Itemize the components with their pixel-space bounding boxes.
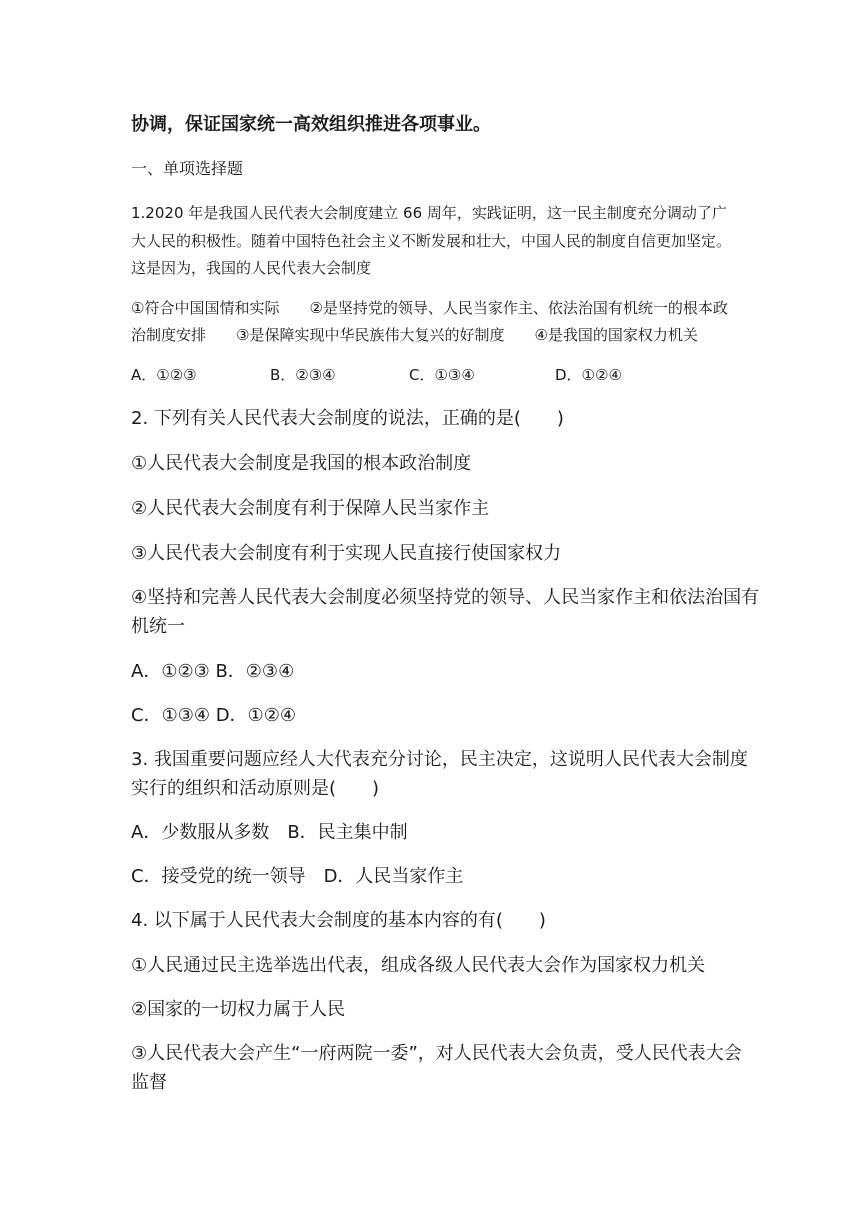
q2-statement-4-line-2: 机统一 xyxy=(131,616,185,637)
q3-stem-line-1: 3. 我国重要问题应经人大代表充分讨论，民主决定，这说明人民代表大会制度 xyxy=(131,749,748,770)
section-title: 一、单项选择题 xyxy=(131,159,244,178)
intro-line: 协调，保证国家统一高效组织推进各项事业。 xyxy=(131,114,491,135)
q1-statements-line-2: 治制度安排 ③是保障实现中华民族伟大复兴的好制度 ④是我国的国家权力机关 xyxy=(131,326,698,344)
q3-options-line-2: C．接受党的统一领导 D．人民当家作主 xyxy=(131,866,464,887)
q4-statement-1: ①人民通过民主选举选出代表，组成各级人民代表大会作为国家权力机关 xyxy=(131,955,706,976)
q1-statements-line-1: ①符合中国国情和实际 ②是坚持党的领导、人民当家作主、依法治国有机统一的根本政 xyxy=(131,299,728,317)
q3-options-line-1: A．少数服从多数 B．民主集中制 xyxy=(131,822,408,843)
q1-stem-line-2: 大人民的积极性。随着中国特色社会主义不断发展和壮大，中国人民的制度自信更加坚定。 xyxy=(131,232,732,250)
q2-statement-3: ③人民代表大会制度有利于实现人民直接行使国家权力 xyxy=(131,543,562,564)
q3-stem-line-2: 实行的组织和活动原则是( ) xyxy=(131,778,380,799)
q2-statement-2: ②人民代表大会制度有利于保障人民当家作主 xyxy=(131,498,490,519)
q2-statement-4-line-1: ④坚持和完善人民代表大会制度必须坚持党的领导、人民当家作主和依法治国有 xyxy=(131,587,760,608)
q4-statement-3-line-1: ③人民代表大会产生“一府两院一委”，对人民代表大会负责，受人民代表大会 xyxy=(131,1043,742,1064)
q1-option-d: D．①②④ xyxy=(555,366,622,384)
q1-stem-line-1: 1.2020 年是我国人民代表大会制度建立 66 周年，实践证明，这一民主制度充分调动了广 xyxy=(131,204,727,222)
q4-stem: 4. 以下属于人民代表大会制度的基本内容的有( ) xyxy=(131,910,546,931)
q1-options xyxy=(131,364,622,385)
q4-statement-3-line-2: 监督 xyxy=(131,1072,167,1093)
q2-statement-1: ①人民代表大会制度是我国的根本政治制度 xyxy=(131,453,472,474)
q1-option-c: C．①③④ xyxy=(409,366,475,384)
q4-statement-2: ②国家的一切权力属于人民 xyxy=(131,999,346,1020)
q2-stem: 2. 下列有关人民代表大会制度的说法，正确的是( ) xyxy=(131,408,564,429)
q2-options-line-1: A．①②③ B．②③④ xyxy=(131,661,295,682)
q1-option-a: A．①②③ xyxy=(131,366,197,384)
q2-options-line-2: C．①③④ D．①②④ xyxy=(131,705,296,726)
q1-option-b: B．②③④ xyxy=(270,366,336,384)
q1-stem-line-3: 这是因为，我国的人民代表大会制度 xyxy=(131,259,372,277)
